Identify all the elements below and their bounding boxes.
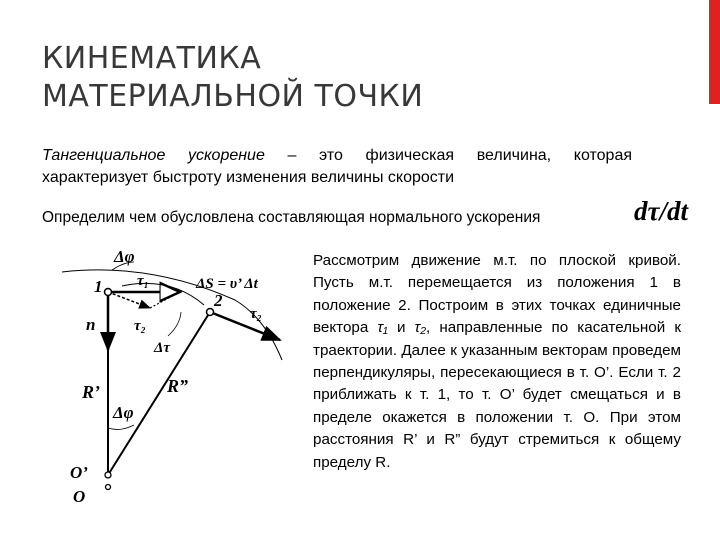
and-word: и bbox=[387, 319, 415, 337]
label-point-1: 1 bbox=[94, 277, 103, 296]
label-n: n bbox=[86, 315, 96, 334]
explanation-text-b: , направленные по касательной к траектории. Далее к указанным векторам проведем перпендикуляры, пересекающиеся в т. O’. Если т. 2 приближать к т. 1, то т. O’ будет смещаться и в пределе окажется в положении т. O. При этом расстояния R’ и R” будут стремиться к общему пределу R. bbox=[313, 319, 681, 471]
accent-bar bbox=[709, 0, 720, 104]
tau2-dashed-vector bbox=[108, 292, 150, 308]
dphi-arc-bottom bbox=[108, 425, 134, 429]
point-2 bbox=[207, 309, 214, 316]
delta-tau-vector bbox=[150, 292, 180, 308]
label-r-double-prime: R” bbox=[167, 376, 189, 396]
definition-paragraph bbox=[42, 145, 632, 189]
delta-tau-arc bbox=[168, 312, 181, 336]
explanation-paragraph bbox=[313, 250, 681, 474]
label-o-prime: O’ bbox=[70, 463, 88, 482]
slide-title bbox=[42, 40, 662, 116]
tau2-vector bbox=[210, 312, 280, 340]
explanation-text-a: Рассмотрим движение м.т. по плоской кривой. Пусть м.т. перемещается из положения 1 в положение 2. Построим в этих точках единичные вектора bbox=[313, 252, 681, 337]
tau1-symbol: τ₁ bbox=[377, 319, 388, 337]
label-point-2: 2 bbox=[214, 291, 223, 310]
delta-s-arc bbox=[122, 283, 204, 305]
kinematics-diagram bbox=[60, 240, 305, 510]
label-o: O bbox=[73, 487, 86, 506]
point-o-prime bbox=[105, 472, 111, 478]
title-line-1: КИНЕМАТИКА bbox=[42, 41, 262, 76]
label-tau1: τ₁ bbox=[137, 273, 149, 289]
definition-term: Тангенциальное ускорение bbox=[42, 147, 265, 164]
tau2-symbol: τ₂ bbox=[414, 319, 427, 337]
label-dphi-top: Δφ bbox=[114, 247, 135, 266]
label-tau2: τ₂ bbox=[250, 306, 262, 322]
point-o bbox=[106, 485, 111, 490]
radius-r-double-prime-line bbox=[108, 312, 210, 475]
label-dphi-bottom: Δφ bbox=[113, 403, 134, 422]
label-delta-tau: Δτ bbox=[154, 340, 171, 356]
formula-dtau-dt: dτ/dt bbox=[634, 196, 688, 226]
point-1 bbox=[105, 289, 112, 296]
label-ds: ΔS = υ’ Δt bbox=[196, 276, 258, 292]
question-text: Определим чем обусловлена составляющая нормального ускорения bbox=[42, 209, 541, 226]
label-r-prime: R’ bbox=[82, 382, 100, 402]
title-line-2: МАТЕРИАЛЬНОЙ ТОЧКИ bbox=[42, 79, 424, 114]
definition-text: – это физическая величина, которая характеризует быстроту изменения величины скорости bbox=[42, 147, 633, 186]
label-tau2-dashed: τ₂ bbox=[134, 318, 146, 334]
